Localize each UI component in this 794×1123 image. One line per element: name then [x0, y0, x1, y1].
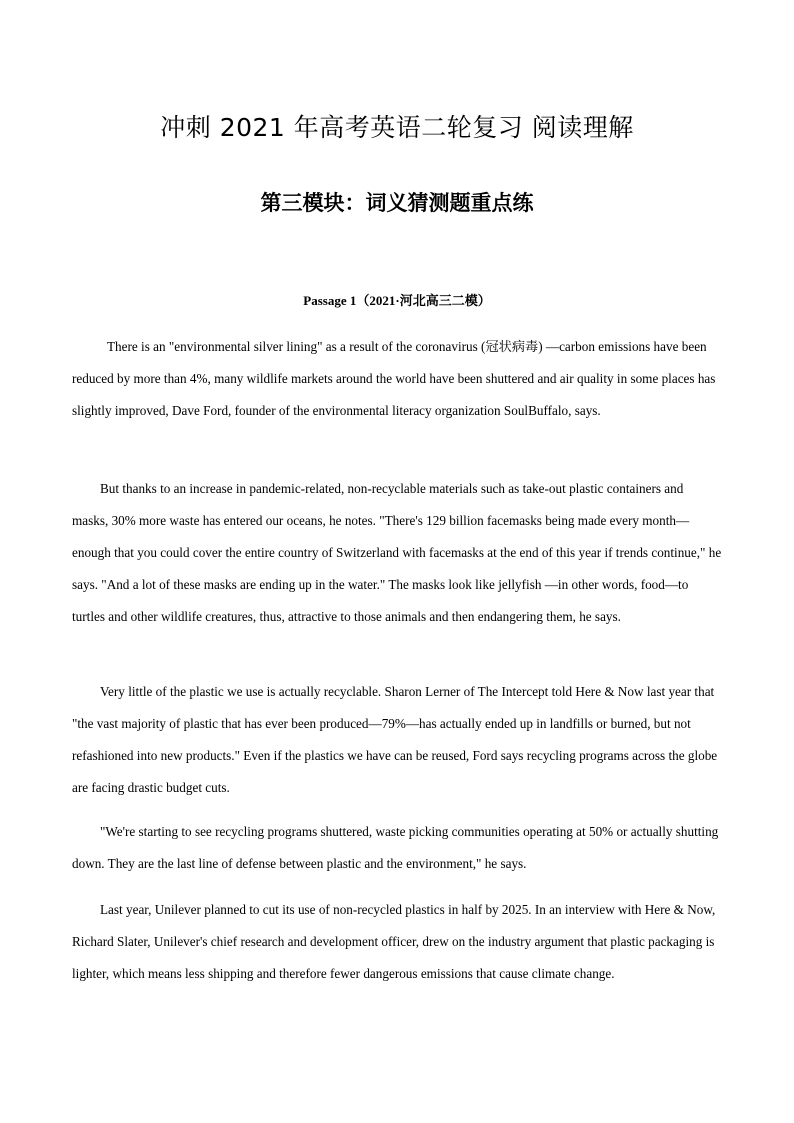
passage-heading: Passage 1（2021·河北高三二模） [303, 293, 491, 308]
document-title: 冲刺 2021 年高考英语二轮复习 阅读理解 [160, 113, 634, 142]
paragraph-4: "We're starting to see recycling programs shuttered, waste picking communities operating at 50% or actually shutting down. They are the last line of defense between plastic and the environment," he says. [72, 824, 719, 871]
document-subtitle: 第三模块：词义猜测题重点练 [260, 191, 534, 215]
paragraph-3: Very little of the plastic we use is actually recyclable. Sharon Lerner of The Intercept told Here & Now last year that "the vast majority of plastic that has ever been produced—79%—has actually ended up in landfills or burned, but not refashioned into new products." Even if the plastics we have can be reused, Ford says recycling programs across the globe are facing drastic budget cuts. [72, 684, 718, 795]
paragraph-2: But thanks to an increase in pandemic-related, non-recyclable materials such as take-out plastic containers and masks, 30% more waste has entered our oceans, he notes. "There's 129 billion facemasks being made every month—enough that you could cover the entire country of Switzerland with facemasks at the end of this year if trends continue," he says. "And a lot of these masks are ending up in the water." The masks look like jellyfish —in other words, food—to turtles and other wildlife creatures, thus, attractive to those animals and then endangering them, he says. [72, 481, 722, 624]
paragraph-5: Last year, Unilever planned to cut its use of non-recycled plastics in half by 2025. In an interview with Here & Now, Richard Slater, Unilever's chief research and development officer, drew on the industry argument that plastic packaging is lighter, which means less shipping and therefore fewer dangerous emissions that cause climate change. [72, 902, 716, 981]
paragraph-1: There is an "environmental silver lining" as a result of the coronavirus (冠状病毒) —carbon emissions have been reduced by more than 4%, many wildlife markets around the world have been shuttered and air quality in some places has slightly improved, Dave Ford, founder of the environmental literacy organization SoulBuffalo, says. [72, 339, 716, 418]
